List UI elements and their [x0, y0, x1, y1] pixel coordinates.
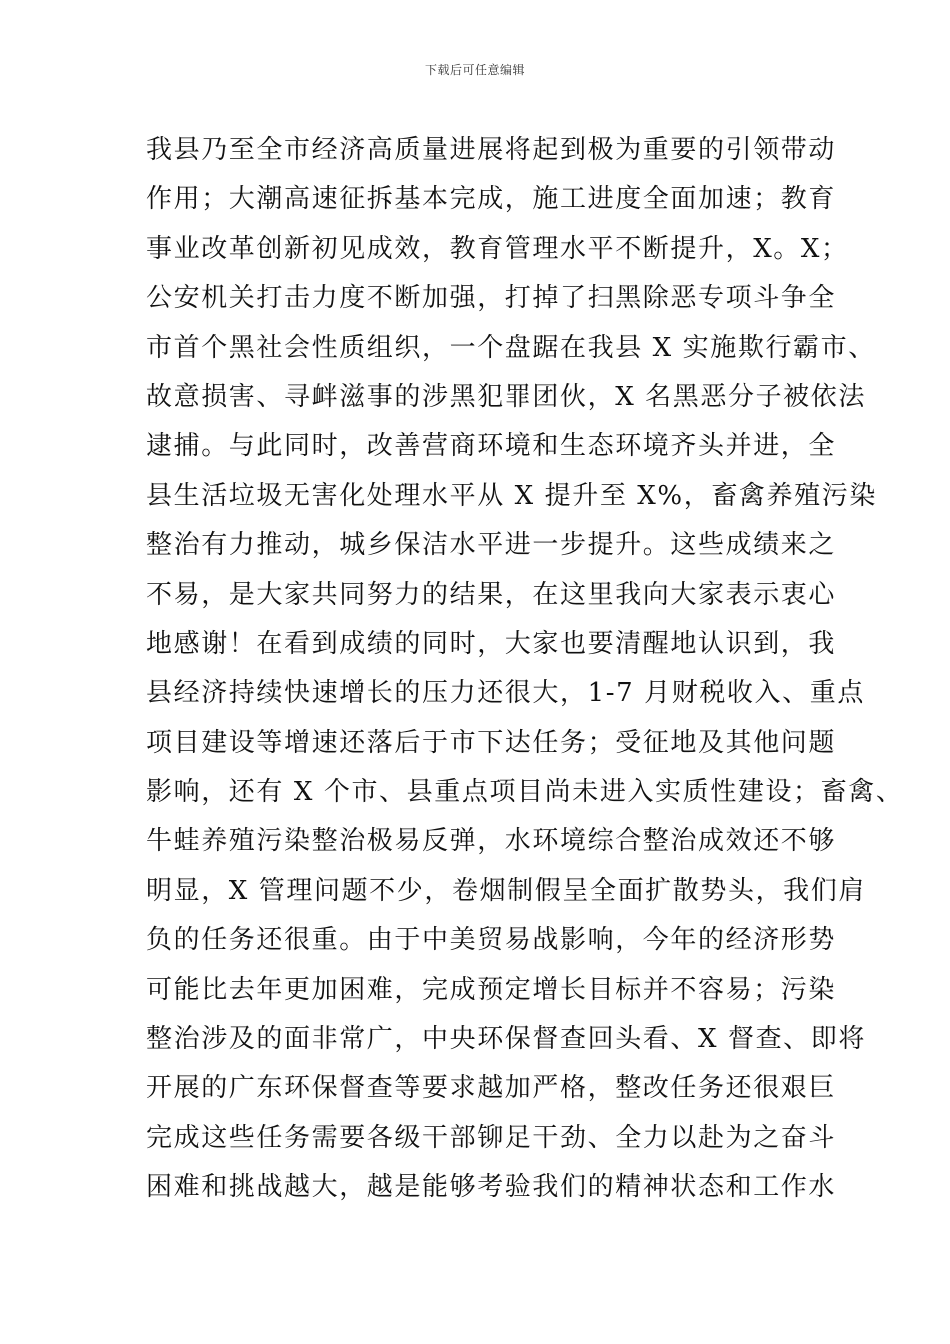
text-line: 故意损害、寻衅滋事的涉黑犯罪团伙，X 名黑恶分子被依法 — [146, 381, 866, 412]
text-line: 事业改革创新初见成效，教育管理水平不断提升，X。X； — [146, 233, 849, 264]
text-line: 整治涉及的面非常广，中央环保督查回头看、X 督查、即将 — [146, 1024, 866, 1055]
text-line: 负的任务还很重。由于中美贸易战影响，今年的经济形势 — [146, 925, 837, 956]
text-line: 困难和挑战越大，越是能够考验我们的精神状态和工作水 — [146, 1172, 837, 1203]
text-line: 我县乃至全市经济高质量进展将起到极为重要的引领带动 — [146, 135, 837, 165]
text-line: 作用；大潮高速征拆基本完成，施工进度全面加速；教育 — [146, 184, 837, 215]
text-line: 影响，还有 X 个市、县重点项目尚未进入实质性建设；畜禽、 — [146, 777, 904, 808]
text-line: 逮捕。与此同时，改善营商环境和生态环境齐头并进，全 — [146, 431, 837, 462]
text-line: 可能比去年更加困难，完成预定增长目标并不容易；污染 — [146, 974, 837, 1005]
page-header: 下载后可任意编辑 — [424, 63, 525, 77]
text-line: 完成这些任务需要各级干部铆足干劲、全力以赴为之奋斗 — [146, 1122, 837, 1153]
text-line: 县经济持续快速增长的压力还很大，1-7 月财税收入、重点 — [146, 678, 865, 709]
text-line: 市首个黑社会性质组织，一个盘踞在我县 X 实施欺行霸市、 — [146, 332, 876, 363]
text-line: 项目建设等增速还落后于市下达任务；受征地及其他问题 — [146, 727, 837, 758]
text-line: 开展的广东环保督查等要求越加严格，整改任务还很艰巨 — [146, 1073, 837, 1104]
body-paragraph — [146, 126, 904, 1213]
text-line: 整治有力推动，城乡保洁水平进一步提升。这些成绩来之 — [146, 530, 837, 561]
text-line: 公安机关打击力度不断加强，打掉了扫黑除恶专项斗争全 — [146, 283, 837, 314]
text-line: 牛蛙养殖污染整治极易反弹，水环境综合整治成效还不够 — [146, 826, 837, 857]
text-line: 明显，X 管理问题不少，卷烟制假呈全面扩散势头，我们肩 — [146, 875, 866, 906]
text-line: 县生活垃圾无害化处理水平从 X 提升至 X%，畜禽养殖污染 — [146, 480, 877, 511]
text-line: 地感谢！在看到成绩的同时，大家也要清醒地认识到，我 — [146, 628, 837, 659]
text-line: 不易，是大家共同努力的结果，在这里我向大家表示衷心 — [146, 579, 837, 610]
